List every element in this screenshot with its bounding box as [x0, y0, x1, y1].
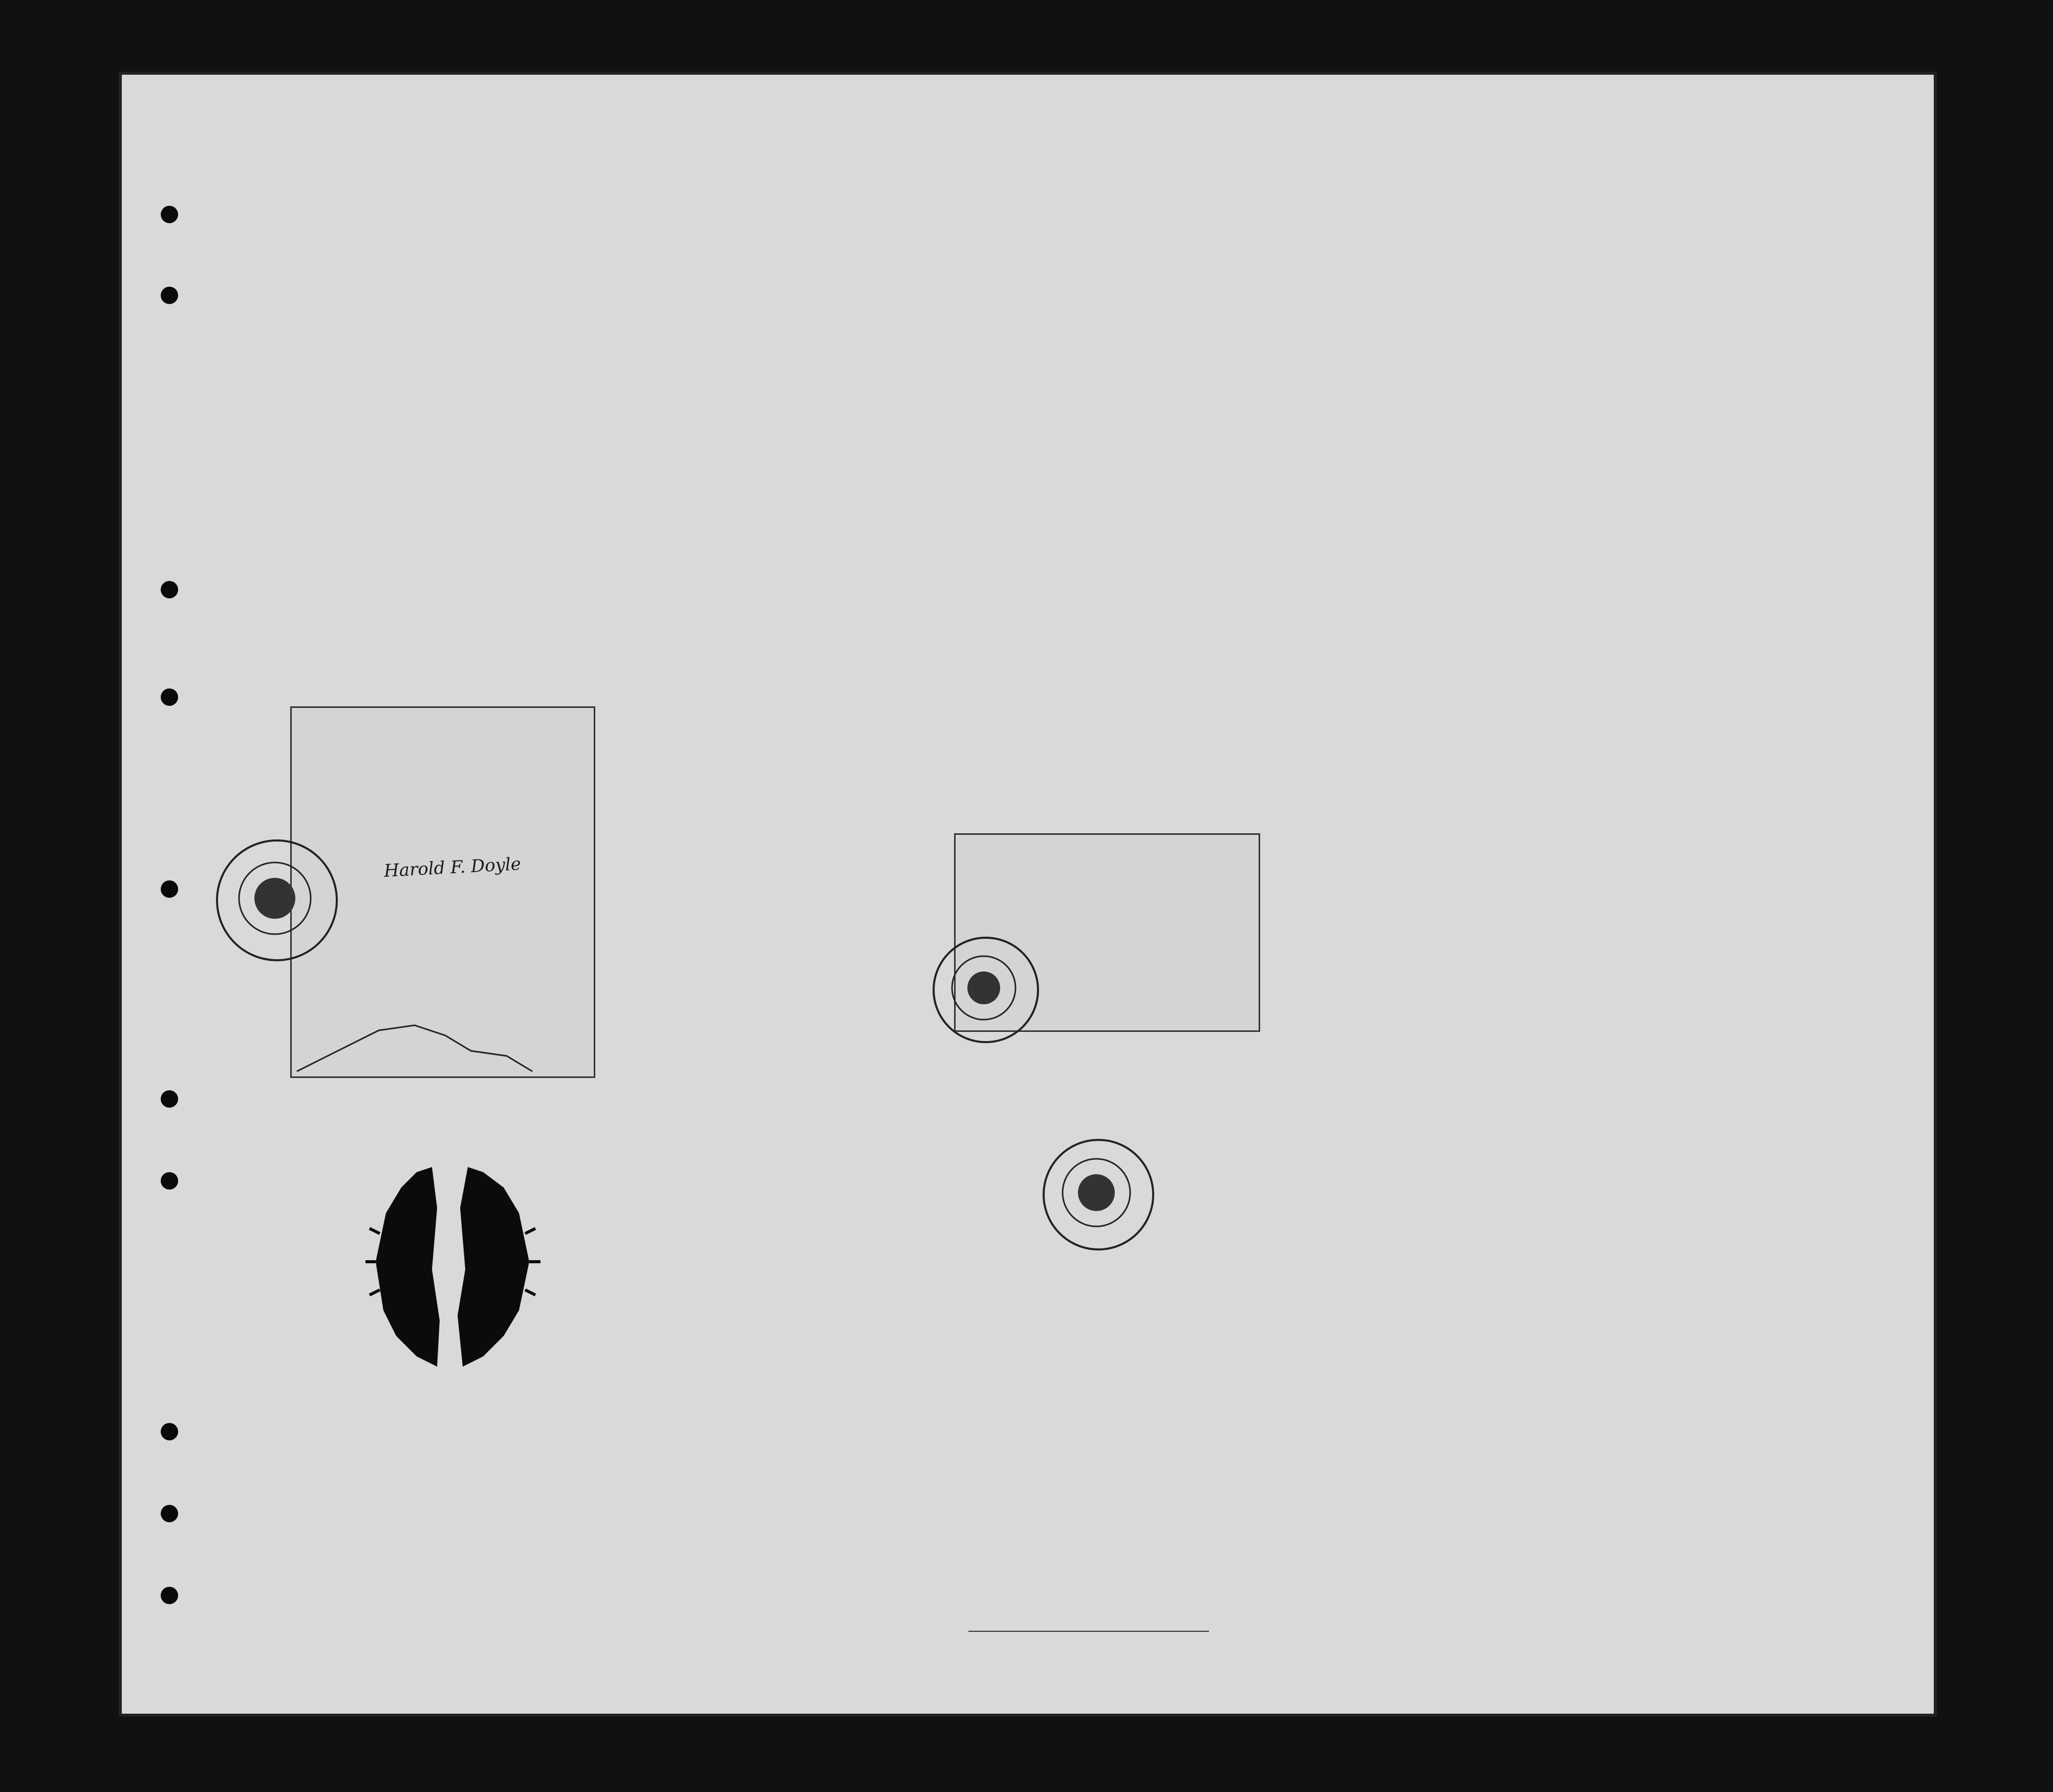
punch-hole: [161, 1423, 178, 1440]
cancel-line: [292, 974, 594, 1076]
punch-hole: [161, 1505, 178, 1522]
beirut-consulate-seal: [1043, 1139, 1154, 1250]
tangier-consulate-seal: [216, 839, 338, 961]
punch-hole: [161, 287, 178, 304]
punch-hole: [161, 688, 178, 706]
manifest-sheet: [119, 72, 1937, 1717]
punch-hole: [161, 880, 178, 898]
beirut-stamp-seal: [933, 937, 1039, 1043]
punch-hole: [161, 581, 178, 598]
punch-hole: [161, 1587, 178, 1604]
wax-seal: [355, 1152, 555, 1372]
punch-hole: [161, 1090, 178, 1108]
punch-hole: [161, 1172, 178, 1190]
consul-signature: Harold F. Doyle: [383, 854, 522, 881]
punch-hole: [161, 206, 178, 223]
